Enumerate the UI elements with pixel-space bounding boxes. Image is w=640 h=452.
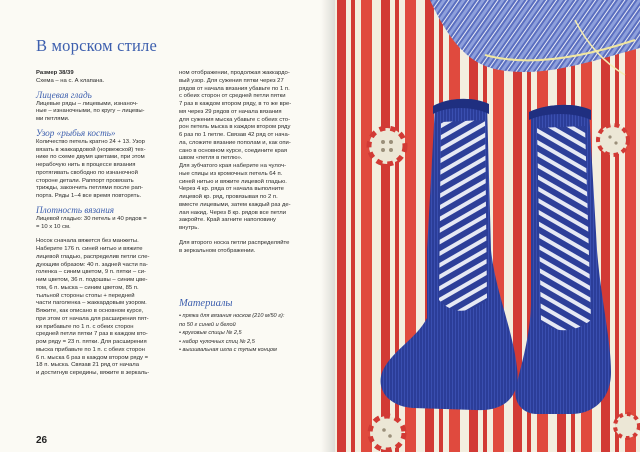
- text-line: Для зубчатого края наберите на чулоч-: [179, 163, 287, 169]
- materials-list: [179, 312, 319, 355]
- page-number: 26: [36, 435, 48, 446]
- text-line: ные спицы из кромочных петель 64 п.: [179, 170, 283, 177]
- text-line: Через 4 кр. ряда от начала выполните: [179, 186, 284, 193]
- text-line: [36, 231, 164, 238]
- text-line: ные – изнаночными, по кругу – лицевы-: [36, 108, 145, 115]
- text-line: мыска прибавьте по 1 п. с обеих сторон: [36, 346, 145, 353]
- text-line: трижды, закончить петлями после рап-: [36, 185, 143, 192]
- text-line: протягивать свободно по изнаночной: [36, 169, 138, 176]
- materials-item: • вышивальная игла с тупым концом: [179, 347, 277, 354]
- text-line: 7 раз в каждом втором ряду, в то же вре-: [179, 101, 292, 107]
- text-line: нике по схеме двумя цветами, при этом: [36, 154, 145, 161]
- text-line: стороне детали. Раппорт провязать: [36, 177, 134, 184]
- text-line: ми петлями.: [36, 116, 70, 122]
- text-line: вязать в жаккардовой (норвежской) тех-: [36, 146, 146, 153]
- text-line: 6 раз по 1 петле. Связав 42 ряд от нача-: [179, 132, 290, 138]
- materials-item: • пряжа для вязания носков (210 м/50 г):: [179, 313, 285, 319]
- materials-section: [179, 298, 319, 355]
- section-heading: Узор «рыбья кость»: [36, 127, 116, 138]
- text-line: ла, сложите вязание пополам и, как опи-: [179, 139, 291, 146]
- button-right: [598, 125, 628, 155]
- text-line: 18 п. мыска. Связав 21 ряд от начала: [36, 362, 139, 369]
- text-line: ки прибавьте по 1 п. с обеих сторон: [36, 323, 134, 330]
- socks-photo: [335, 0, 640, 452]
- text-line: ном отображении, продолжая жаккардо-: [179, 70, 290, 76]
- text-line: синей нитью и вяжите лицевой гладью.: [179, 178, 287, 185]
- text-line: вместе лицевыми, затем каждый раз де-: [179, 201, 291, 208]
- text-line: Лицевые ряды – лицевыми, изнаноч-: [36, 100, 138, 107]
- text-line: 6 п. мыска 6 раз в каждом втором ряду =: [36, 354, 149, 361]
- text-line: Схема – на с. А клапана.: [36, 77, 105, 84]
- materials-item: по 50 г синей и белой: [179, 321, 236, 328]
- text-line: для сужения мыска убавьте с обеих сто-: [179, 116, 291, 123]
- text-line: при этом от начала для расширения пят-: [36, 315, 149, 322]
- text-line: и достигнув середины, вяжите в зеркаль-: [36, 370, 150, 376]
- page-title: В морском стиле: [36, 36, 157, 55]
- text-line: Лицевой гладью: 30 петель и 40 рядов =: [36, 215, 147, 222]
- text-line: тыльной стороны стопы + передней: [36, 292, 135, 299]
- text-line: части паголенка – жаккардовым узором.: [36, 300, 147, 307]
- materials-item: • набор чулочных спиц № 2,5: [179, 338, 255, 345]
- text-line: лицевой гладью, распределив петли сле-: [36, 253, 150, 260]
- text-line: закройте. Край загните наполовину: [179, 217, 276, 224]
- button-bottom-right: [615, 414, 639, 438]
- materials-heading: Материалы: [179, 298, 233, 309]
- text-column-2: [179, 70, 314, 255]
- text-line: рон петель мыска в каждом втором ряду: [179, 124, 291, 131]
- section-heading: Лицевая гладь: [36, 89, 92, 100]
- materials-item: • круговые спицы № 2,5: [179, 330, 242, 337]
- text-line: Наберите 176 п. синей нитью и вяжите: [36, 246, 143, 252]
- text-line: том, 6 п. мыска – синим цветом, 85 п.: [36, 284, 139, 291]
- button-top: [369, 128, 405, 164]
- text-line: с обеих сторон от средней петли пятки: [179, 93, 286, 100]
- text-line: ним цветом, 36 п. подошвы – синим цве-: [36, 277, 148, 283]
- text-line: Размер 38/39: [36, 70, 74, 76]
- button-bottom: [370, 416, 404, 450]
- text-line: Носок сначала вяжется без манжеты.: [36, 238, 139, 245]
- section-heading: Плотность вязания: [36, 204, 115, 215]
- text-line: мя через 29 рядов от начала вязания: [179, 108, 282, 115]
- text-line: = 10 x 10 см.: [36, 223, 71, 230]
- text-line: в зеркальном отображении.: [179, 247, 256, 254]
- text-line: лая накид. Через 8 кр. рядов все петли: [179, 209, 287, 216]
- text-line: средней петли пятки 7 раз в каждом вто-: [36, 331, 148, 338]
- text-line: порта. Ряды 1–4 все время повторять.: [36, 193, 142, 199]
- text-line: дующим образом: 40 п. задней части па-: [36, 261, 148, 268]
- text-line: нерабочую нить в процессе вязания: [36, 162, 136, 168]
- text-line: ром ряду = 23 п. пятки. Для расширения: [36, 339, 147, 345]
- text-line: [179, 233, 314, 240]
- text-line: вый узор. Для сужения пятки через 27: [179, 77, 284, 84]
- text-line: лицевой кр. ряд, провязывая по 2 п.: [179, 194, 278, 200]
- text-line: Количество петель кратно 24 + 13. Узор: [36, 138, 145, 145]
- text-line: Вяжите, как описано в основном курсе,: [36, 308, 144, 314]
- text-line: швом «петля в петлю».: [179, 155, 243, 162]
- text-line: Для второго носка петли распределяйте: [179, 239, 290, 246]
- text-line: сано в основном курсе, соедините края: [179, 147, 288, 154]
- text-column-1: [36, 70, 164, 378]
- text-line: рядов от начала вязания убавьте по 1 п.: [179, 85, 290, 92]
- text-line: внутрь.: [179, 225, 200, 231]
- text-line: голенка – синим цветом, 9 п. пятки – си-: [36, 269, 146, 276]
